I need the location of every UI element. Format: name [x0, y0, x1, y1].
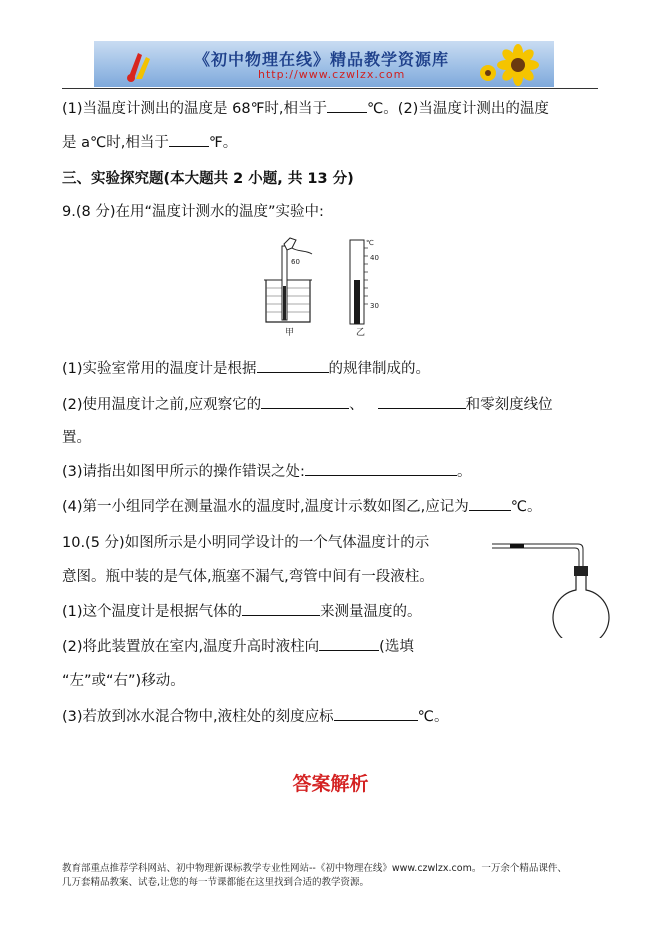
question-8-part2	[62, 131, 237, 152]
footer-line-2: 几万套精品教案、试卷,让您的每一节课都能在这里找到合适的教学资源。	[62, 877, 370, 888]
question-9-part1	[62, 357, 430, 378]
section-heading: 三、实验探究题(本大题共 2 小题, 共 13 分)	[62, 171, 354, 187]
question-10-stem: 10.(5 分)如图所示是小明同学设计的一个气体温度计的示	[62, 535, 430, 551]
text: (1)这个温度计是根据气体的	[62, 604, 243, 620]
question-10-part3	[62, 705, 448, 726]
text: (1)当温度计测出的温度是 68℉时,相当于	[62, 101, 328, 117]
banner-url[interactable]: http://www.czwlzx.com	[258, 68, 406, 81]
question-10-part2-cont: “左”或“右”)移动。	[62, 673, 185, 689]
text: 。	[456, 464, 472, 480]
tick-label: 40	[370, 254, 379, 262]
answer-blank[interactable]	[378, 396, 466, 409]
header-divider	[62, 88, 598, 89]
question-9-part2-cont: 置。	[62, 430, 91, 446]
answer-section-title: 答案解析	[292, 773, 369, 795]
answer-blank[interactable]	[334, 708, 418, 721]
question-9-part2	[62, 393, 553, 414]
text: 和零刻度线位	[465, 397, 553, 413]
text: ℉。	[208, 135, 238, 151]
text: (2)使用温度计之前,应观察它的	[62, 397, 262, 413]
unit-label: ℃	[366, 239, 374, 247]
question-10-part2	[62, 635, 414, 656]
question-9-part4	[62, 495, 542, 516]
answer-blank[interactable]	[242, 603, 320, 616]
text: (1)实验室常用的温度计是根据	[62, 361, 257, 377]
text: (选填	[379, 639, 414, 655]
text: ℃。	[417, 709, 449, 725]
text: 、	[349, 397, 364, 413]
figure-9-yi	[340, 236, 390, 328]
answer-blank[interactable]	[169, 134, 209, 147]
label-yi: 乙	[356, 328, 366, 338]
answer-blank[interactable]	[327, 100, 367, 113]
answer-blank[interactable]	[261, 396, 349, 409]
text: 是 a℃时,相当于	[62, 135, 169, 151]
beaker-mark: 60	[291, 258, 300, 266]
question-10-stem-cont: 意图。瓶中装的是气体,瓶塞不漏气,弯管中间有一段液柱。	[62, 569, 434, 585]
question-9-part3	[62, 460, 471, 481]
question-8-part1	[62, 97, 549, 118]
page-footer	[62, 862, 607, 890]
figure-9-jia	[262, 236, 318, 334]
tick-label: 30	[370, 302, 379, 310]
text: ℃。	[510, 499, 542, 515]
footer-line-1: 教育部重点推荐学科网站、初中物理新课标教学专业性网站--《初中物理在线》www.czwlzx.com。一万余个精品课件、	[62, 863, 567, 874]
text: (4)第一小组同学在测量温水的温度时,温度计示数如图乙,应记为	[62, 499, 469, 515]
answer-blank[interactable]	[257, 360, 329, 373]
text: 的规律制成的。	[328, 361, 431, 377]
header-banner	[94, 41, 554, 87]
text: (3)若放到冰水混合物中,液柱处的刻度应标	[62, 709, 334, 725]
figure-10-gas-thermometer	[490, 538, 620, 638]
banner-title: 《初中物理在线》精品教学资源库	[194, 50, 450, 69]
text: (2)将此装置放在室内,温度升高时液柱向	[62, 639, 320, 655]
sunflower-icon	[478, 43, 548, 87]
question-9-stem: 9.(8 分)在用“温度计测水的温度”实验中:	[62, 204, 324, 220]
site-logo-icon	[120, 45, 160, 85]
label-jia: 甲	[285, 328, 295, 338]
answer-blank[interactable]	[469, 498, 511, 511]
text: ℃。(2)当温度计测出的温度	[367, 101, 549, 117]
answer-blank[interactable]	[319, 638, 379, 651]
text: (3)请指出如图甲所示的操作错误之处:	[62, 464, 305, 480]
question-10-part1	[62, 600, 422, 621]
answer-blank[interactable]	[305, 463, 457, 476]
text: 来测量温度的。	[320, 604, 422, 620]
